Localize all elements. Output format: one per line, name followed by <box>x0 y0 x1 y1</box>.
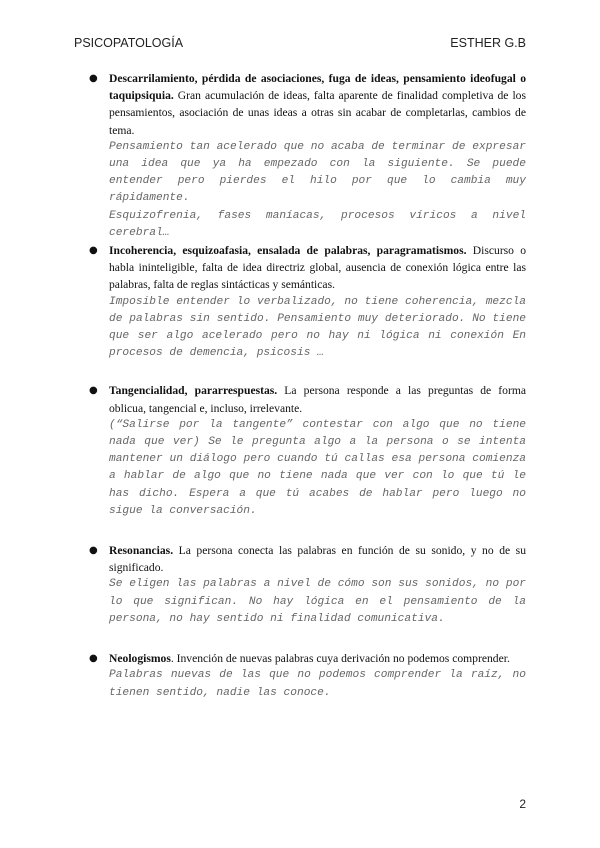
item-note: Imposible entender lo verbalizado, no tiene coherencia, mezcla de palabras sin sentido. Pensamiento muy deteriorado. No tiene que ser algo acelerado pero no hay ni lógica ni conexión En procesos de demencia, psicosis … <box>109 295 526 360</box>
item-definition: Discurso o habla ininteligible, falta de idea directriz global, ausencia de conexión lógica entre las palabras, falta de reglas sintácticas y semánticas. <box>109 244 527 292</box>
item-note: Palabras nuevas de las que no podemos comprender la raíz, no tienen sentido, nadie las conoce. <box>109 669 526 699</box>
list-item <box>89 382 526 520</box>
item-note: Esquizofrenia, fases maníacas, procesos víricos a nivel cerebral… <box>109 209 526 239</box>
page-number: 2 <box>519 797 526 811</box>
bullet-icon: ● <box>89 73 98 84</box>
list-item <box>89 650 526 702</box>
item-definition: La persona conecta las palabras en función de su sonido, y no de su significado. <box>109 544 526 575</box>
item-note: Pensamiento tan acelerado que no acaba de terminar de expresar una idea que ya ha empezado con la siguiente. Se puede entender pero pierdes el hilo por que lo cambia muy rápidamente. <box>109 140 526 205</box>
item-term: Neologismos <box>109 652 171 666</box>
author-name: ESTHER G.B <box>450 36 526 50</box>
item-text <box>109 382 526 416</box>
bullet-icon: ● <box>89 653 98 665</box>
item-definition: . Invención de nuevas palabras cuya derivación no podemos comprender. <box>170 652 510 666</box>
item-text <box>109 70 526 139</box>
item-term: Descarrilamiento, pérdida de asociaciones, fuga de ideas, pensamiento ideofugal o taquipsiquia. <box>109 72 526 103</box>
item-term: Resonancias. <box>109 544 174 558</box>
list-item <box>89 70 526 242</box>
subject-title: PSICOPATOLOGÍA <box>74 36 184 50</box>
item-note: (“Salirse por la tangente” contestar con algo que no tiene nada que ver) Se le pregunta algo a la persona o se intenta mantener un diálogo pero cuando tú callas esa persona comienza a hablar de algo que no tiene nada que ver con lo que tú le has dicho. Espera a que tú acabes de hablar pero luego no sigue la conversación. <box>109 418 526 517</box>
item-text <box>109 242 526 294</box>
item-term: Tangencialidad, pararrespuestas. <box>109 384 278 398</box>
page-header <box>74 36 526 56</box>
item-definition: La persona responde a las preguntas de forma oblicua, tangencial e, incluso, irrelevante. <box>109 384 526 415</box>
bullet-icon: ● <box>89 545 98 557</box>
document-body <box>89 70 527 702</box>
item-definition: Gran acumulación de ideas, falta aparente de finalidad completiva de los pensamientos, asociación de unas ideas a otras sin acabar de completarlas, cambios de tema. <box>109 89 526 137</box>
bullet-icon: ● <box>89 245 98 257</box>
item-text <box>109 542 526 576</box>
item-note: Se eligen las palabras a nivel de cómo son sus sonidos, no por lo que significan. No hay lógica en el pensamiento de la persona, no hay sentido ni finalidad comunicativa. <box>109 578 526 625</box>
item-text <box>109 650 526 667</box>
list-item <box>89 542 526 628</box>
item-term: Incoherencia, esquizoafasia, ensalada de palabras, paragramatismos. <box>109 244 467 258</box>
bullet-icon: ● <box>89 385 98 397</box>
list-item <box>89 242 527 362</box>
